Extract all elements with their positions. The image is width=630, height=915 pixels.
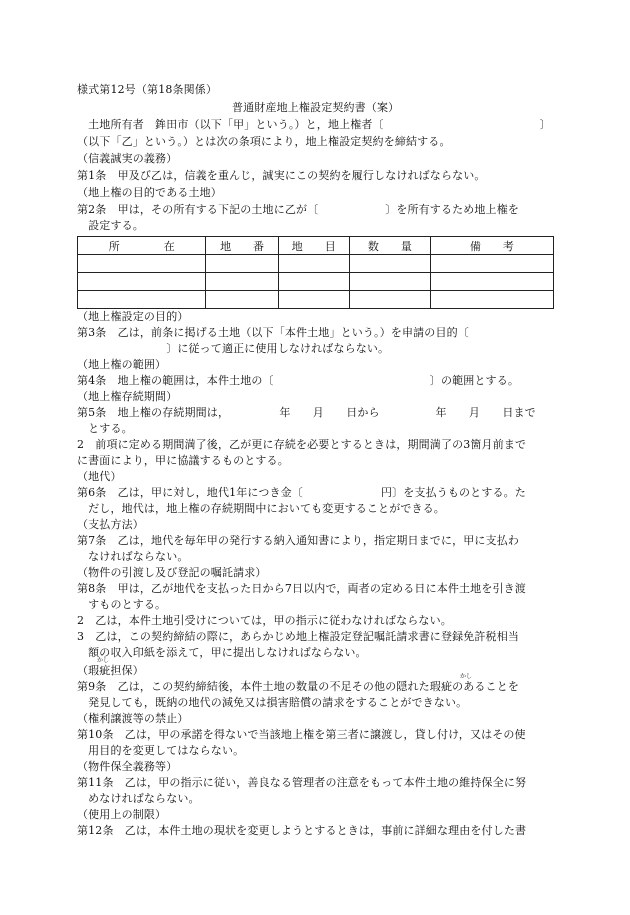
heading-article-6: （地代） [77, 470, 122, 483]
article-7-line-2: なければならない。 [77, 550, 189, 563]
table-cell [206, 291, 278, 309]
article-11-line-1: 第11条 乙は，甲の指示に従い，善良なる管理者の注意をもって本件土地の維持保全に努 [77, 776, 527, 789]
article-8-line-3: 2 乙は，本件土地引受けについては，甲の指示に従わなければならない。 [77, 614, 452, 627]
heading-article-9: （瑕疵担保） [77, 664, 144, 677]
header-lot-number: 地 番 [206, 237, 278, 255]
land-table [77, 236, 554, 309]
article-8-line-2: すものとする。 [77, 598, 167, 611]
table-row [78, 255, 554, 273]
article-10-line-1: 第10条 乙は，甲の承諾を得ないで当該地上権を第三者に譲渡し，貸し付け，又はその使 [77, 728, 526, 741]
heading-article-7: （支払方法） [77, 518, 144, 531]
form-number: 様式第12号（第18条関係） [77, 83, 218, 96]
header-remarks: 備 考 [430, 237, 553, 255]
ruby-kashi-heading: かし [97, 657, 110, 664]
header-location: 所 在 [78, 237, 206, 255]
heading-article-5: （地上権存続期間） [77, 390, 178, 403]
article-8-line-4: 3 乙は，この契約締結の際に，あらかじめ地上権設定登記嘱託請求書に登録免許税相当 [77, 630, 519, 643]
article-5-line-4: に書面により，甲に協議するものとする。 [77, 454, 289, 467]
article-10-line-2: 用目的を変更してはならない。 [77, 744, 245, 757]
table-cell [430, 291, 553, 309]
heading-article-4: （地上権の範囲） [77, 358, 167, 371]
article-5-line-1: 第5条 地上権の存続期間は， 年 月 日から 年 月 日まで [77, 406, 536, 419]
table-cell [349, 255, 430, 273]
table-cell [430, 273, 553, 291]
ruby-kashi-article: かし [460, 673, 473, 680]
heading-article-3: （地上権設定の目的） [77, 310, 189, 323]
article-5-line-3: 2 前項に定める期間満了後，乙が更に存続を必要とするときは，期間満了の3箇月前まで [77, 438, 527, 451]
table-cell [278, 255, 349, 273]
article-9-line-2: 発見しても，既納の地代の減免又は損害賠償の請求をすることができない。 [77, 696, 468, 709]
heading-article-8: （物件の引渡し及び登記の嘱託請求） [77, 566, 267, 579]
table-cell [430, 255, 553, 273]
article-6-line-1: 第6条 乙は，甲に対し，地代1年につき金〔 円〕を支払うものとする。た [77, 486, 526, 499]
article-2-line-1: 第2条 甲は，その所有する下記の土地に乙が〔 〕を所有するため地上権を [77, 203, 519, 216]
intro-line-2: （以下「乙」という。）とは次の条項により，地上権設定契約を締結する。 [77, 135, 451, 148]
table-cell [206, 255, 278, 273]
header-land-category: 地 目 [278, 237, 349, 255]
table-cell [206, 273, 278, 291]
article-9-line-1: 第9条 乙は，この契約締結後，本件土地の数量の不足その他の隠れた瑕疵のあることを [77, 680, 519, 693]
header-quantity: 数 量 [349, 237, 430, 255]
table-cell [78, 273, 206, 291]
table-cell [278, 273, 349, 291]
heading-article-10: （権利譲渡等の禁止） [77, 712, 189, 725]
land-table-header-row [78, 237, 554, 255]
table-cell [349, 291, 430, 309]
article-8-line-1: 第8条 甲は，乙が地代を支払った日から7日以内で，両者の定める日に本件土地を引き渡 [77, 582, 526, 595]
table-cell [278, 291, 349, 309]
article-6-line-2: だし，地代は，地上権の存続期間中においても変更することができる。 [77, 502, 445, 515]
table-cell [78, 291, 206, 309]
article-7-line-1: 第7条 乙は，地代を毎年甲の発行する納入通知書により，指定期日までに，甲に支払わ [77, 534, 519, 547]
article-2-line-2: 設定する。 [77, 219, 144, 232]
table-cell [78, 255, 206, 273]
article-3-line-2: 〕に従って適正に使用しなければならない。 [77, 342, 390, 355]
intro-line-1: 土地所有者 鉾田市（以下「甲」という。）と，地上権者〔 〕 [77, 118, 551, 131]
article-8-line-5: 額の収入印紙を添えて，甲に提出しなければならない。 [77, 646, 367, 659]
article-11-line-2: めなければならない。 [77, 792, 200, 805]
table-row [78, 273, 554, 291]
article-4: 第4条 地上権の範囲は，本件土地の〔 〕の範囲とする。 [77, 374, 519, 387]
table-cell [349, 273, 430, 291]
article-5-line-2: とする。 [77, 422, 133, 435]
heading-article-12: （使用上の制限） [77, 808, 167, 821]
heading-article-1: （信義誠実の義務） [77, 152, 178, 165]
table-row [78, 291, 554, 309]
heading-article-11: （物件保全義務等） [77, 760, 178, 773]
article-3-line-1: 第3条 乙は，前条に掲げる土地（以下「本件土地」という。）を申請の目的〔 [77, 326, 469, 339]
heading-article-2: （地上権の目的である土地） [77, 186, 222, 199]
article-12-line-1: 第12条 乙は，本件土地の現状を変更しようとするときは，事前に詳細な理由を付した書 [77, 824, 527, 837]
document-title: 普通財産地上権設定契約書（案） [232, 101, 400, 114]
article-1: 第1条 甲及び乙は，信義を重んじ，誠実にこの契約を履行しなければならない。 [77, 169, 486, 182]
